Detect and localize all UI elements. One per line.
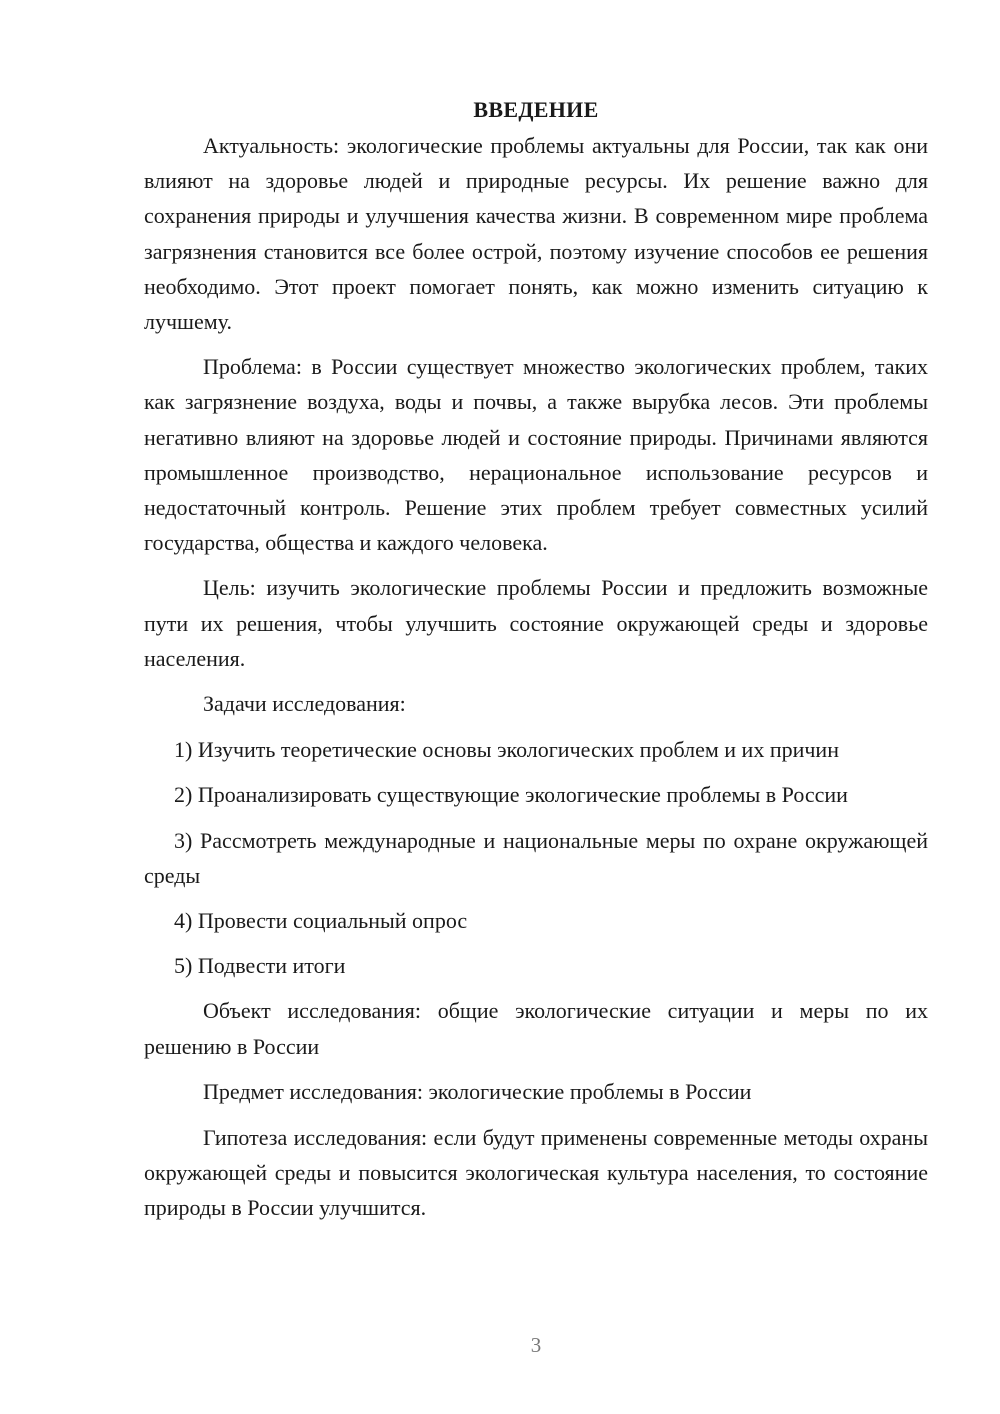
object-paragraph: Объект исследования: общие экологические ситуации и меры по их решению в России	[144, 998, 928, 1059]
document-page	[144, 95, 928, 1236]
list-item: 4) Провести социальный опрос	[174, 908, 468, 934]
tasks-list	[144, 732, 928, 983]
goal-paragraph: Цель: изучить экологические проблемы России и предложить возможные пути их решения, чтобы улучшить состояние окружающей среды и здоровье населения.	[144, 575, 928, 671]
section-heading: ВВЕДЕНИЕ	[473, 97, 599, 122]
relevance-paragraph: Актуальность: экологические проблемы актуальны для России, так как они влияют на здоровье людей и природные ресурсы. Их решение важно для сохранения природы и улучшения качества жизни. В современном мире проблема загрязнения становится все более острой, поэтому изучение способов ее решения необходимо. Этот проект помогает понять, как можно изменить ситуацию к лучшему.	[144, 133, 928, 335]
list-item: 5) Подвести итоги	[174, 953, 346, 979]
list-item: 2) Проанализировать существующие экологические проблемы в России	[174, 782, 848, 808]
list-item: 1) Изучить теоретические основы экологических проблем и их причин	[174, 737, 839, 763]
tasks-intro: Задачи исследования:	[203, 691, 406, 717]
subject-paragraph: Предмет исследования: экологические проблемы в России	[203, 1078, 752, 1104]
page-number: 3	[530, 1333, 542, 1357]
problem-paragraph: Проблема: в России существует множество экологических проблем, таких как загрязнение воздуха, воды и почвы, а также вырубка лесов. Эти проблемы негативно влияют на здоровье людей и состояние природы. Причинами являются промышленное производство, нерациональное использование ресурсов и недостаточный контроль. Решение этих проблем требует совместных усилий государства, общества и каждого человека.	[144, 354, 928, 556]
list-item: 3) Рассмотреть международные и национальные меры по охране окружающей среды	[144, 827, 928, 888]
hypothesis-paragraph: Гипотеза исследования: если будут применены современные методы охраны окружающей среды и повысится экологическая культура населения, то состояние природы в России улучшится.	[144, 1125, 928, 1221]
